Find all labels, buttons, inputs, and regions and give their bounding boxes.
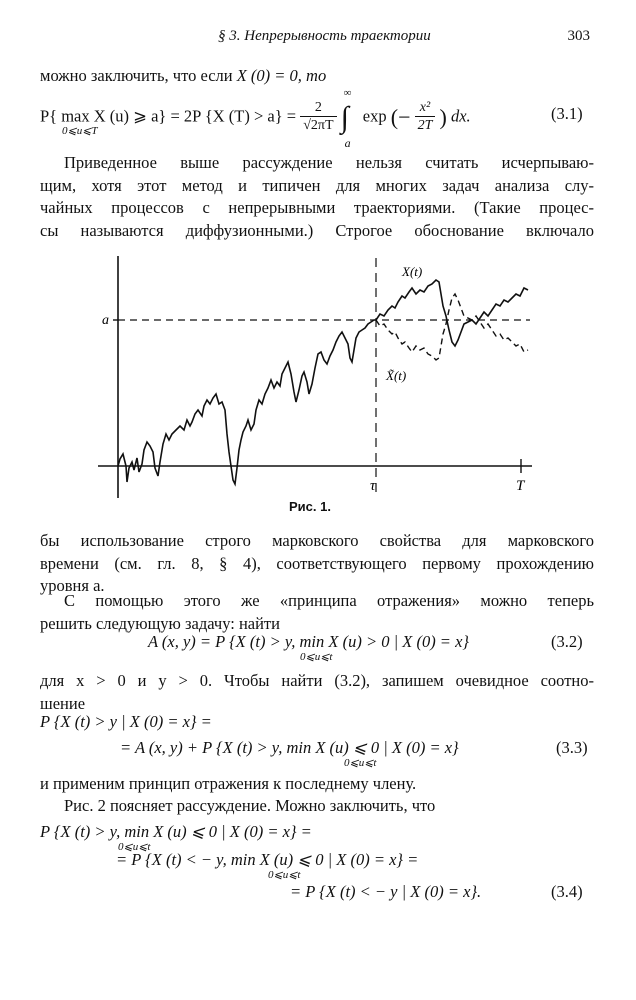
running-title: § 3. Непрерывность траектории xyxy=(218,28,431,44)
intro-text: можно заключить, что если xyxy=(40,66,233,85)
path-x-after-tau xyxy=(376,280,528,346)
eq31-exp-fraction xyxy=(415,100,436,135)
paragraph-1 xyxy=(40,152,594,242)
eq31-number: (3.1) xyxy=(551,104,583,123)
label-a: a xyxy=(102,313,109,328)
eq31-subscript: 0⩽u⩽T xyxy=(62,125,98,137)
eq33-number: (3.3) xyxy=(556,738,588,757)
page-header xyxy=(40,26,600,50)
eq34-number: (3.4) xyxy=(551,882,583,901)
para1-line-1: Приведенное выше рассуждение нельзя считать исчерпываю- xyxy=(64,153,594,172)
eq31-frac-num: 2 xyxy=(300,100,336,117)
path-x-reflected xyxy=(376,294,528,360)
equation-3-2: A (x, y) = P {X (t) > y, min X (u) > 0 | X (0) = x} xyxy=(148,632,469,651)
eq31-frac-den: √2πT xyxy=(303,118,334,133)
path-x-before-tau xyxy=(118,320,376,484)
eq31-tail: dx. xyxy=(450,106,471,126)
eq33-line-1: P {X (t) > y | X (0) = x} = xyxy=(40,712,212,731)
label-t: T xyxy=(516,478,525,494)
equation-3-1: P{ max X (u) ⩾ a} = 2P {X (T) > a} = $\frac{2}{√2\pi T}$ ∫ ∞ a exp (− $\frac{\text{x²}}{2T}$ ) dx. xyxy=(40,86,471,150)
eq32-subscript: 0⩽u⩽t xyxy=(300,651,333,663)
eq31-exp-den: 2T xyxy=(417,118,433,133)
label-x-t: X(t) xyxy=(402,264,423,279)
eq34-subscript-2: 0⩽u⩽t xyxy=(268,869,301,881)
intro-condition: X (0) = 0, то xyxy=(236,66,327,85)
eq34-line-3: = P {X (t) < − y | X (0) = x}. xyxy=(290,882,482,901)
eq31-lhs: P{ max X (u) ⩾ a} = 2P {X (T) > a} = xyxy=(40,106,297,126)
integral-lower: a xyxy=(344,135,351,150)
paragraph-5: и применим принцип отражения к последнему члену. xyxy=(40,774,417,793)
eq31-exp-num: x² xyxy=(415,100,436,117)
label-x-tilde-t: X̃(t) xyxy=(386,368,407,383)
para1-line-3: чайных процессов с непрерывными траекториями. (Такие процес- xyxy=(40,198,594,217)
para2-line-1: бы использование строго марковского свойства для марковского xyxy=(40,531,594,550)
eq31-fraction xyxy=(300,100,336,135)
paragraph-6: Рис. 2 поясняет рассуждение. Можно заключить, что xyxy=(64,796,436,815)
figure-caption: Рис. 1. xyxy=(289,499,331,514)
label-tau: τ xyxy=(370,478,376,494)
para2-line-2: времени (см. гл. 8, § 4), соответствующего первому прохождению xyxy=(40,553,594,573)
para1-line-4: сы называются диффузионными.) Строгое обоснование включало xyxy=(40,220,594,240)
integral-upper: ∞ xyxy=(343,86,352,99)
para3-line-2: решить следующую задачу: найти xyxy=(40,613,280,633)
paragraph-3 xyxy=(40,590,594,635)
para4-line-2: шение xyxy=(40,693,86,713)
eq32-number: (3.2) xyxy=(551,632,583,651)
paragraph-4 xyxy=(40,670,594,715)
para2-line-3: уровня a. xyxy=(40,576,105,595)
eq33-subscript: 0⩽u⩽t xyxy=(344,757,377,769)
page-number: 303 xyxy=(567,28,590,44)
figure-1 xyxy=(96,254,536,502)
paragraph-2 xyxy=(40,530,594,598)
integral-sign: ∫ ∞ a xyxy=(340,86,352,150)
eq33-line-2: = A (x, y) + P {X (t) > y, min X (u) ⩽ 0 | X (0) = x} xyxy=(120,738,459,757)
para1-line-2: щим, хотя этот метод и типичен для многих задач анализа слу- xyxy=(40,175,594,195)
eq31-exp: exp xyxy=(362,106,387,126)
eq34-line-1: P {X (t) > y, min X (u) ⩽ 0 | X (0) = x} = xyxy=(40,822,312,841)
para4-line-1: для x > 0 и y > 0. Чтобы найти (3.2), запишем очевидное соотно- xyxy=(40,671,594,690)
para3-line-1: С помощью этого же «принципа отражения» можно теперь xyxy=(64,591,594,610)
eq34-subscript-1: 0⩽u⩽t xyxy=(118,841,151,853)
intro-line xyxy=(40,66,596,86)
eq34-line-2: = P {X (t) < − y, min X (u) ⩽ 0 | X (0) = x} = xyxy=(116,850,419,869)
